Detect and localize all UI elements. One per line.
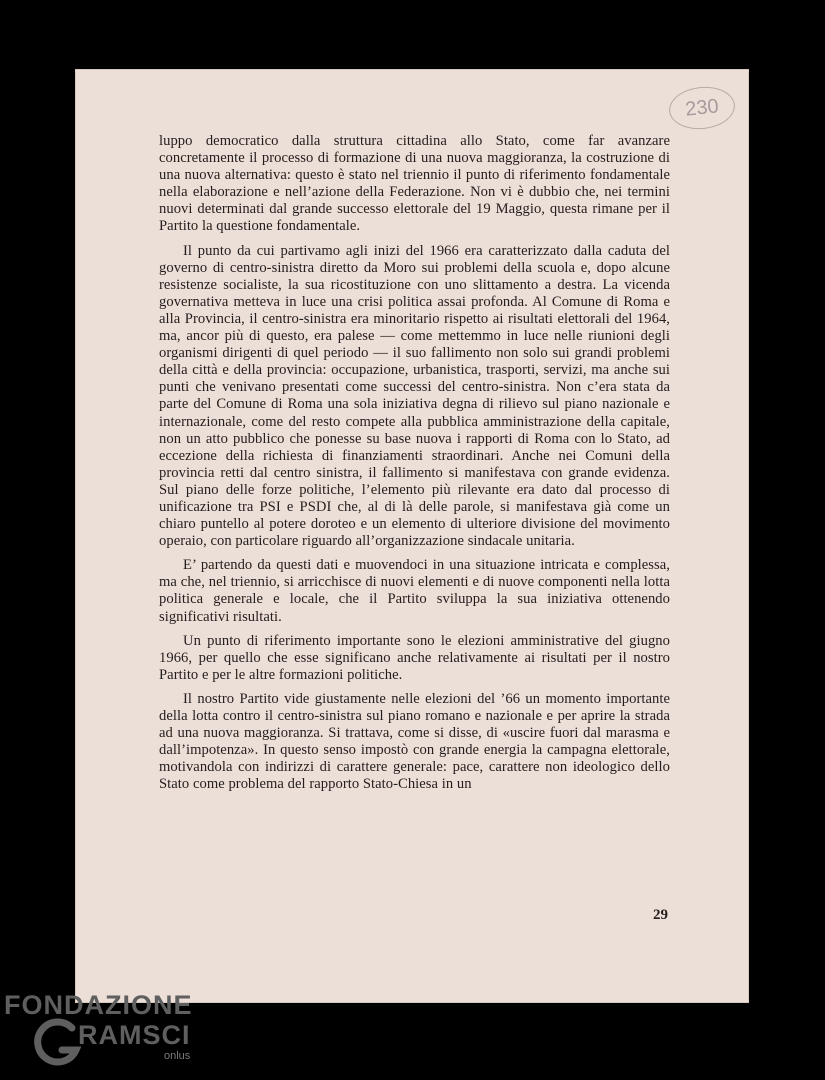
paragraph: E’ partendo da questi dati e muovendoci in una situazione intricata e complessa, ma che, nel triennio, si arricchisce di nuovi elementi e di nuove componenti nella lotta politica generale e locale, che il Partito sviluppa la sua iniziativa ottenendo significativi risultati. [159,557,670,625]
body-text [159,133,670,800]
paragraph: luppo democratico dalla struttura cittadina allo Stato, come far avanzare concretamente il processo di formazione di una nuova maggioranza, la costruzione di una nuova alternativa: questo è stato nel triennio il punto di riferimento fondamentale nella elaborazione e nell’azione della Federazione. Non vi è dubbio che, nei termini nuovi determinati dal grande successo elettorale del 19 Maggio, questa rimane per il Partito la questione fondamentale. [159,133,670,235]
watermark-line1: FONDAZIONE [4,990,193,1020]
watermark-suffix: onlus [164,1050,191,1062]
paragraph: Il punto da cui partivamo agli inizi del 1966 era caratterizzato dalla caduta del governo di centro-sinistra diretto da Moro sui problemi della scuola e, dopo alcune resistenze socialiste, la sua ricostituzione con uno slittamento a destra. La vicenda governativa metteva in luce una crisi politica assai profonda. Al Comune di Roma e alla Provincia, il centro-sinistra era minoritario rispetto ai risultati elettorali del 1964, ma, ancor più di questo, era palese — come mettemmo in luce nelle riunioni degli organismi dirigenti di quel periodo — il suo fallimento non solo sui grandi problemi della città e della provincia: occupazione, urbanistica, trasporti, servizi, ma anche sui punti che venivano presentati come successi del centro-sinistra. Non c’era stata da parte del Comune di Roma una sola iniziativa degna di rilievo sul piano nazionale e internazionale, come del resto compete alla pubblica amministrazione della capitale, non un atto pubblico che ponesse su base nuova i rapporti di Roma con lo Stato, ad eccezione della richiesta di finanziamenti straordinari. Anche nei Comuni della provincia retti dal centro sinistra, il fallimento si manifestava con grande evidenza. Sul piano delle forze politiche, l’elemento più rilevante era dato dal processo di unificazione tra PSI e PSDI che, al di là delle parole, si manifestava già come un chiaro puntello al potere doroteo e un elemento di ulteriore divisione del movimento operaio, con particolare riguardo all’organizzazione sindacale unitaria. [159,242,670,550]
archive-number-stamp: 230 [667,84,737,133]
gramsci-g-icon [32,1016,84,1068]
document-page [75,69,749,1003]
paragraph: Il nostro Partito vide giustamente nelle elezioni del ’66 un momento importante della lotta contro il centro-sinistra sul piano romano e nazionale e per aprire la strada ad una nuova maggioranza. Si trattava, come si disse, di «uscire fuori dal marasma e dall’impotenza». In questo senso impostò con grande energia la campagna elettorale, motivandola con indirizzi di carattere generale: pace, carattere non ideologico dello Stato come problema del rapporto Stato-Chiesa in un [159,690,670,793]
fondazione-gramsci-watermark [4,990,214,1075]
page-number: 29 [653,907,668,923]
watermark-line2: RAMSCI [78,1020,191,1050]
paragraph: Un punto di riferimento importante sono le elezioni amministrative del giugno 1966, per quello che esse significano anche relativamente ai risultati per il nostro Partito e per le altre formazioni politiche. [159,632,670,683]
